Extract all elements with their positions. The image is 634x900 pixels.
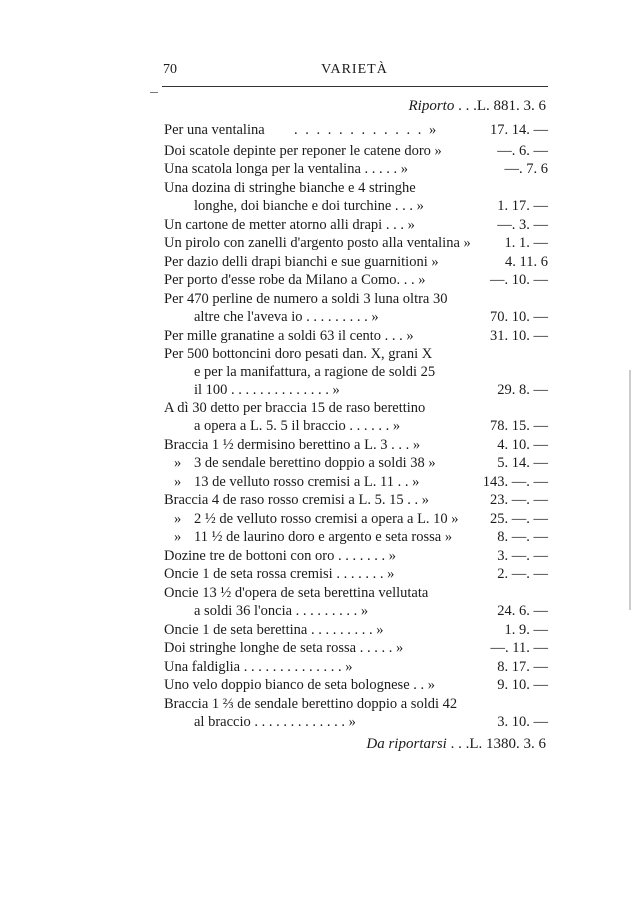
- ledger-row: [164, 398, 548, 418]
- entry-text: Una faldiglia . . . . . . . . . . . . . . »: [164, 659, 353, 675]
- entry-amount: 24. 6. —: [497, 603, 548, 619]
- ledger-row: [164, 344, 548, 364]
- entry-text: a opera a L. 5. 5 il braccio . . . . . . »: [194, 418, 401, 434]
- entry-text: 2 ½ de velluto rosso cremisi a opera a L. 10 »: [194, 511, 459, 527]
- ledger-row-continuation: [164, 380, 548, 400]
- ledger-row: [164, 675, 548, 695]
- entry-amount: 4. 10. —: [497, 437, 548, 453]
- entry-amount: —. 7. 6: [504, 161, 548, 177]
- ledger-subrow: [164, 453, 548, 473]
- ledger-subrow: [164, 509, 548, 529]
- entry-amount: 1. 9. —: [504, 622, 548, 638]
- carry-forward-amount: . . .L. 1380. 3. 6: [450, 736, 546, 752]
- entry-text: longhe, doi bianche e doi turchine . . . »: [194, 198, 424, 214]
- entry-text: Per porto d'esse robe da Milano a Como. . . »: [164, 272, 426, 288]
- leader-dots: . . . . . . . . . . . . »: [294, 122, 439, 138]
- entry-text: Braccia 4 de raso rosso cremisi a L. 5. 15 . . »: [164, 492, 429, 508]
- ledger-row: [164, 289, 548, 309]
- entry-text: 13 de velluto rosso cremisi a L. 11 . . »: [194, 474, 420, 490]
- entry-text: e per la manifattura, a ragione de soldi 25: [194, 364, 436, 380]
- ledger-row: [164, 141, 548, 161]
- ditto-mark: »: [174, 511, 182, 527]
- ditto-mark: »: [174, 455, 182, 471]
- entry-text: altre che l'aveva io . . . . . . . . . »: [194, 309, 379, 325]
- entry-amount: 25. —. —: [490, 511, 548, 527]
- entry-text: Oncie 1 de seta berettina . . . . . . . . . »: [164, 622, 384, 638]
- ledger-row: [164, 694, 548, 714]
- entry-text: Dozine tre de bottoni con oro . . . . . . . »: [164, 548, 396, 564]
- carry-forward-line: [160, 736, 546, 753]
- entry-text: Un cartone de metter atorno alli drapi . . . »: [164, 217, 415, 233]
- entry-amount: 29. 8. —: [497, 382, 548, 398]
- ledger-row: [164, 120, 548, 140]
- ledger-row-continuation: [164, 196, 548, 216]
- ledger-row: [164, 159, 548, 179]
- ledger-subrow: [164, 472, 548, 492]
- entry-amount: 3. 10. —: [497, 714, 548, 730]
- entry-amount: 31. 10. —: [490, 328, 548, 344]
- entry-text: Per mille granatine a soldi 63 il cento . . . »: [164, 328, 414, 344]
- ledger-row-continuation: [164, 362, 548, 382]
- entry-amount: 4. 11. 6: [505, 254, 548, 270]
- ledger-row: [164, 564, 548, 584]
- entry-amount: 9. 10. —: [497, 677, 548, 693]
- ledger-row-continuation: [164, 416, 548, 436]
- entry-amount: —. 10. —: [490, 272, 548, 288]
- entry-text: Doi scatole depinte per reponer le catene doro »: [164, 143, 442, 159]
- entry-text: Braccia 1 ⅔ de sendale berettino doppio a soldi 42: [164, 696, 458, 712]
- ditto-mark: »: [174, 474, 182, 490]
- ledger-row: [164, 233, 548, 253]
- ledger-row: [164, 620, 548, 640]
- entry-amount: 17. 14. —: [490, 122, 548, 138]
- entry-amount: 23. —. —: [490, 492, 548, 508]
- entry-amount: 8. —. —: [497, 529, 548, 545]
- entry-amount: 8. 17. —: [497, 659, 548, 675]
- page-edge-shadow: [629, 370, 631, 610]
- entry-text: Un pirolo con zanelli d'argento posto alla ventalina »: [164, 235, 471, 251]
- page-number: 70: [163, 62, 177, 77]
- entry-text: Uno velo doppio bianco de seta bolognese . . »: [164, 677, 436, 693]
- entry-amount: 78. 15. —: [490, 418, 548, 434]
- ledger-row: [164, 638, 548, 658]
- carried-forward-label: Riporto: [408, 98, 455, 114]
- entry-text: il 100 . . . . . . . . . . . . . . »: [194, 382, 340, 398]
- entry-text: A dì 30 detto per braccia 15 de raso berettino: [164, 400, 426, 416]
- ledger-row: [164, 178, 548, 198]
- entry-text: Oncie 13 ½ d'opera de seta berettina vellutata: [164, 585, 429, 601]
- entry-text: a soldi 36 l'oncia . . . . . . . . . »: [194, 603, 369, 619]
- carried-forward-amount: . . .L. 881. 3. 6: [458, 98, 546, 114]
- carry-forward-label: Da riportarsi: [366, 736, 447, 752]
- ledger-row-continuation: [164, 712, 548, 732]
- entry-amount: 143. —. —: [482, 474, 548, 490]
- ditto-mark: »: [174, 529, 182, 545]
- running-title: VARIETÀ: [321, 62, 388, 77]
- margin-mark: [150, 92, 158, 93]
- entry-text: Una dozina di stringhe bianche e 4 stringhe: [164, 180, 416, 196]
- carried-forward-line: [160, 98, 546, 115]
- page-header: [163, 62, 546, 82]
- ledger-row: [164, 326, 548, 346]
- entry-text: Per 470 perline de numero a soldi 3 luna oltra 30: [164, 291, 448, 307]
- ledger-row: [164, 657, 548, 677]
- entry-amount: 1. 17. —: [497, 198, 548, 214]
- ledger-row: [164, 252, 548, 272]
- entry-text: Oncie 1 de seta rossa cremisi . . . . . . . »: [164, 566, 395, 582]
- ledger-row: [164, 546, 548, 566]
- entry-text: al braccio . . . . . . . . . . . . . »: [194, 714, 356, 730]
- entry-text: Doi stringhe longhe de seta rossa . . . . . »: [164, 640, 404, 656]
- entry-amount: 70. 10. —: [490, 309, 548, 325]
- entry-amount: —. 11. —: [490, 640, 548, 656]
- entry-text: Una scatola longa per la ventalina . . . . . »: [164, 161, 409, 177]
- entry-amount: 2. —. —: [497, 566, 548, 582]
- ledger-row: [164, 270, 548, 290]
- ledger-row: [164, 215, 548, 235]
- header-rule: [162, 86, 548, 87]
- entry-amount: —. 3. —: [497, 217, 548, 233]
- entry-amount: 1. 1. —: [504, 235, 548, 251]
- ledger-row: [164, 490, 548, 510]
- entry-amount: 5. 14. —: [497, 455, 548, 471]
- ledger-subrow: [164, 527, 548, 547]
- ledger-row: [164, 435, 548, 455]
- entry-text: 11 ½ de laurino doro e argento e seta rossa »: [194, 529, 453, 545]
- entry-text: 3 de sendale berettino doppio a soldi 38 »: [194, 455, 436, 471]
- ledger-row-continuation: [164, 601, 548, 621]
- entry-text: Per dazio delli drapi bianchi e sue guarnitioni »: [164, 254, 439, 270]
- ledger-row: [164, 583, 548, 603]
- ledger-row-continuation: [164, 307, 548, 327]
- entry-amount: 3. —. —: [497, 548, 548, 564]
- entry-text: Per 500 bottoncini doro pesati dan. X, grani X: [164, 346, 433, 362]
- entry-amount: —. 6. —: [497, 143, 548, 159]
- entry-text: Per una ventalina: [164, 122, 265, 138]
- entry-text: Braccia 1 ½ dermisino berettino a L. 3 . . . »: [164, 437, 421, 453]
